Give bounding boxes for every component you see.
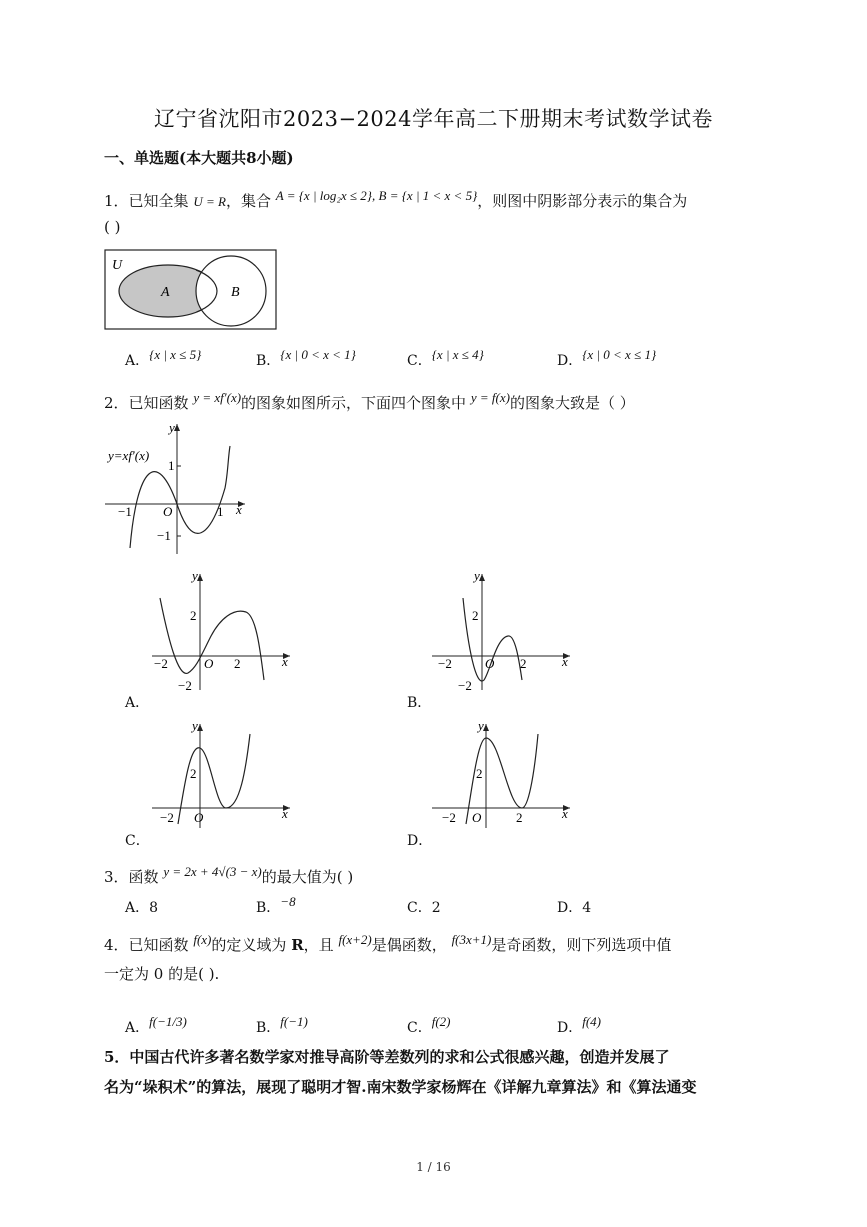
graph-option-c [148,718,298,830]
q2-option-a[interactable]: A． [125,695,150,711]
svg-text:O: O [194,810,204,825]
svg-text:2: 2 [190,766,197,781]
svg-text:y: y [474,568,480,583]
q2-option-c[interactable]: C． [125,833,150,849]
svg-text:2: 2 [234,656,241,671]
svg-text:−2: −2 [160,810,174,825]
q3-option-c[interactable]: C．2 [407,900,441,916]
svg-text:−2: −2 [438,656,452,671]
question-1-stem: 1．已知全集 U = R，集合 A = {x | log₂x ≤ 2}, B = {x | 1 < x < 5}，则图中阴影部分表示的集合为 [104,188,688,210]
question-5-line1: 5．中国古代许多著名数学家对推导高阶等差数列的求和公式很感兴趣，创造并发展了 [104,1048,670,1066]
main-graph-xfprime [100,418,250,556]
svg-text:x: x [236,502,242,517]
question-number: 1． [104,192,129,210]
svg-text:−2: −2 [178,678,192,692]
question-4-line2: 一定为 0 的是( ). [104,965,220,983]
svg-text:−2: −2 [442,810,456,825]
svg-text:x: x [562,654,568,669]
q2-option-b[interactable]: B． [407,695,432,711]
q1-option-c[interactable]: C．{x | x ≤ 4} [407,347,484,369]
q3-option-d[interactable]: D．4 [557,900,592,916]
svg-text:x: x [282,654,288,669]
paper-title: 辽宁省沈阳市2023−2024学年高二下册期末考试数学试卷 [154,107,713,131]
question-number: 2． [104,394,129,412]
svg-text:−1: −1 [118,504,132,519]
graph-option-d [428,718,578,830]
svg-text:y=xf′(x): y=xf′(x) [108,448,150,463]
svg-text:O: O [163,504,173,519]
label-u: U [112,258,123,273]
question-4-stem: 4．已知函数 f(x)的定义域为 R，且 f(x+2)是偶函数， f(3x+1)是奇函数，则下列选项中值 [104,932,672,954]
q2-option-d[interactable]: D． [407,833,433,849]
q3-option-b[interactable]: B．−8 [256,894,296,916]
graph-option-b [428,568,578,692]
math-expr: A = {x | log₂x ≤ 2}, B = {x | 1 < x < 5} [275,188,478,203]
question-5-line2: 名为“垛积术”的算法，展现了聪明才智.南宋数学家杨辉在《详解九章算法》和《算法通变 [104,1078,697,1096]
svg-text:2: 2 [472,608,479,623]
svg-text:y: y [192,568,198,583]
svg-text:x: x [282,806,288,821]
svg-text:y: y [169,420,175,435]
svg-text:2: 2 [190,608,197,623]
svg-text:y: y [478,718,484,733]
question-2-stem: 2．已知函数 y = xf′(x)的图象如图所示，下面四个图象中 y = f(x)的图象大致是（ ） [104,390,635,412]
svg-text:−1: −1 [157,528,171,543]
q4-option-b[interactable]: B．f(−1) [256,1014,308,1036]
page-number: 1 / 16 [416,1160,451,1174]
svg-text:y: y [192,718,198,733]
svg-text:x: x [562,806,568,821]
svg-text:2: 2 [516,810,523,825]
svg-text:−2: −2 [458,678,472,692]
label-b: B [231,285,240,300]
svg-text:O: O [472,810,482,825]
graph-option-a [148,568,298,692]
svg-text:−2: −2 [154,656,168,671]
q4-option-c[interactable]: C．f(2) [407,1014,451,1036]
q1-option-a[interactable]: A．{x | x ≤ 5} [125,347,202,369]
section-heading: 一、单选题(本大题共8小题) [104,149,294,167]
svg-text:1: 1 [168,458,175,473]
svg-text:O: O [204,656,214,671]
venn-diagram [104,249,278,331]
svg-text:2: 2 [520,656,527,671]
label-a: A [161,285,170,300]
question-3-stem: 3．函数 y = 2x + 4√(3 − x)的最大值为( ) [104,864,354,886]
q4-option-d[interactable]: D．f(4) [557,1014,602,1036]
q1-option-d[interactable]: D．{x | 0 < x ≤ 1} [557,347,657,369]
math-expr: U = R [193,194,226,209]
q3-option-a[interactable]: A．8 [125,900,159,916]
svg-text:1: 1 [217,504,224,519]
q1-option-b[interactable]: B．{x | 0 < x < 1} [256,347,356,369]
svg-text:2: 2 [476,766,483,781]
svg-text:O: O [485,656,495,671]
q4-option-a[interactable]: A．f(−1/3) [125,1014,187,1036]
answer-paren: ( ) [104,218,121,236]
